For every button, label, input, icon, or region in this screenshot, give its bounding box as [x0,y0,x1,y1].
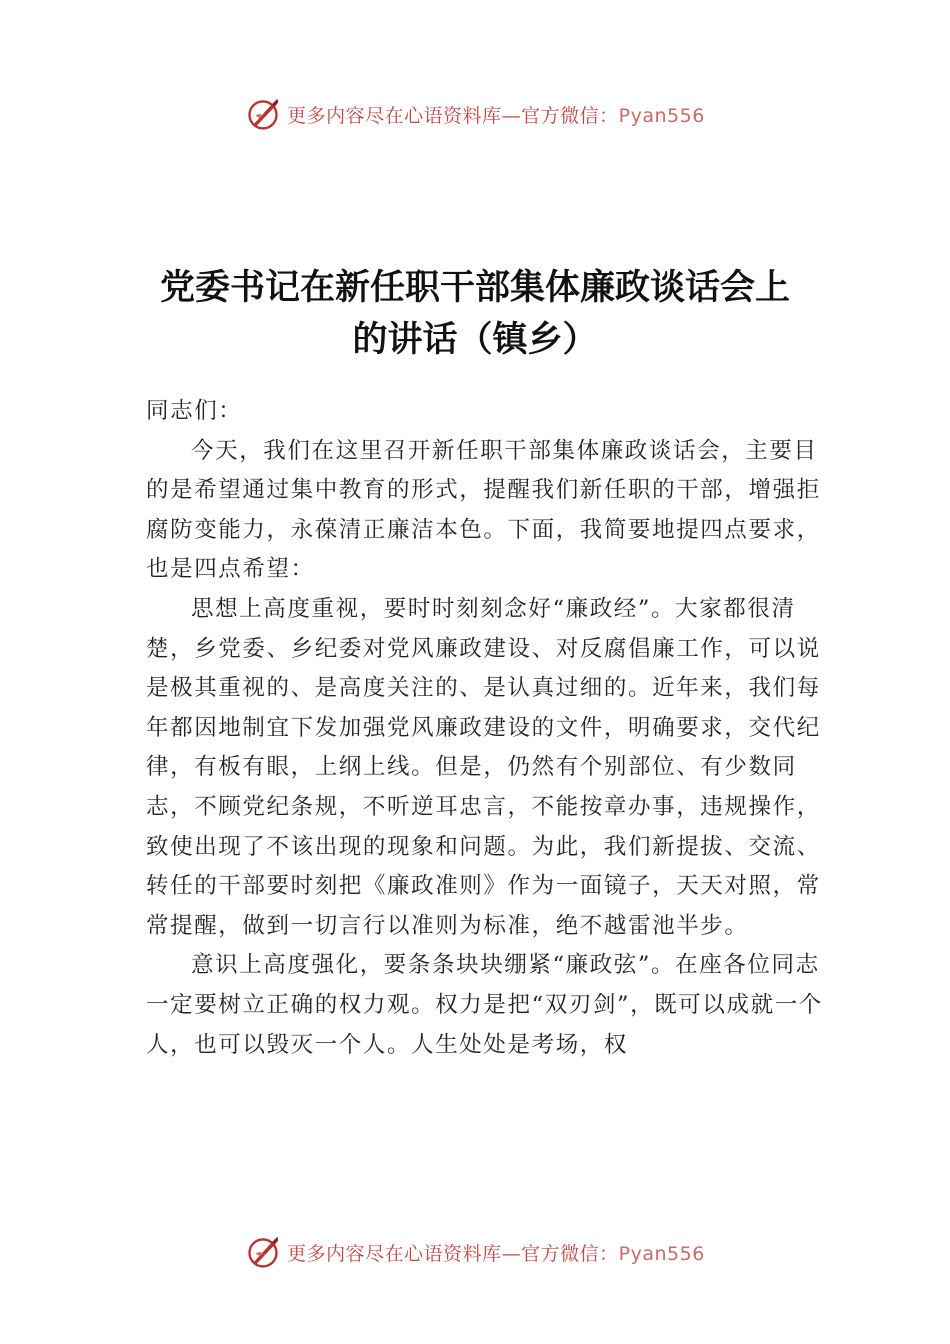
paragraph-2: 思想上高度重视，要时时刻刻念好“廉政经”。大家都很清楚，乡党委、乡纪委对党风廉政建设、对反腐倡廉工作，可以说是极其重视的、是高度关注的、是认真过细的。近年来，我们每年都因地制宜下发加强党风廉政建设的文件，明确要求，交代纪律，有板有眼，上纲上线。但是，仍然有个别部位、有少数同志，不顾党纪条规，不听逆耳忠言，不能按章办事，违规操作，致使出现了不该出现的现象和问题。为此，我们新提拔、交流、转任的干部要时刻把《廉政准则》作为一面镜子，天天对照，常常提醒，做到一切言行以准则为标准，绝不越雷池半步。 [146,595,821,939]
document-body [146,392,826,1065]
document-title-line2: 的讲话（镇乡） [352,320,598,360]
quill-pen-logo-icon [245,1234,281,1270]
salutation: 同志们： [146,398,243,424]
document-title [148,262,802,366]
quill-pen-logo-icon [245,96,281,132]
header-banner-text [287,101,705,128]
paragraph-1: 今天，我们在这里召开新任职干部集体廉政谈话会，主要目的是希望通过集中教育的形式，提醒我们新任职的干部，增强拒腐防变能力，永葆清正廉洁本色。下面，我简要地提四点要求，也是四点希望： [146,437,821,583]
header-banner [0,94,950,134]
header-banner-label: 更多内容尽在心语资料库—官方微信： [287,104,619,127]
footer-banner-text [287,1239,705,1266]
document-title-line1: 党委书记在新任职干部集体廉政谈话会上 [159,268,790,308]
paragraph-3: 意识上高度强化，要条条块块绷紧“廉政弦”。在座各位同志一定要树立正确的权力观。权力是把“双刃剑”，既可以成就一个人，也可以毁灭一个人。人生处处是考场，权 [146,952,823,1058]
footer-banner [0,1232,950,1272]
footer-wechat-id: Pyan556 [618,1242,705,1265]
footer-banner-label: 更多内容尽在心语资料库—官方微信： [287,1242,619,1265]
header-wechat-id: Pyan556 [618,104,705,127]
